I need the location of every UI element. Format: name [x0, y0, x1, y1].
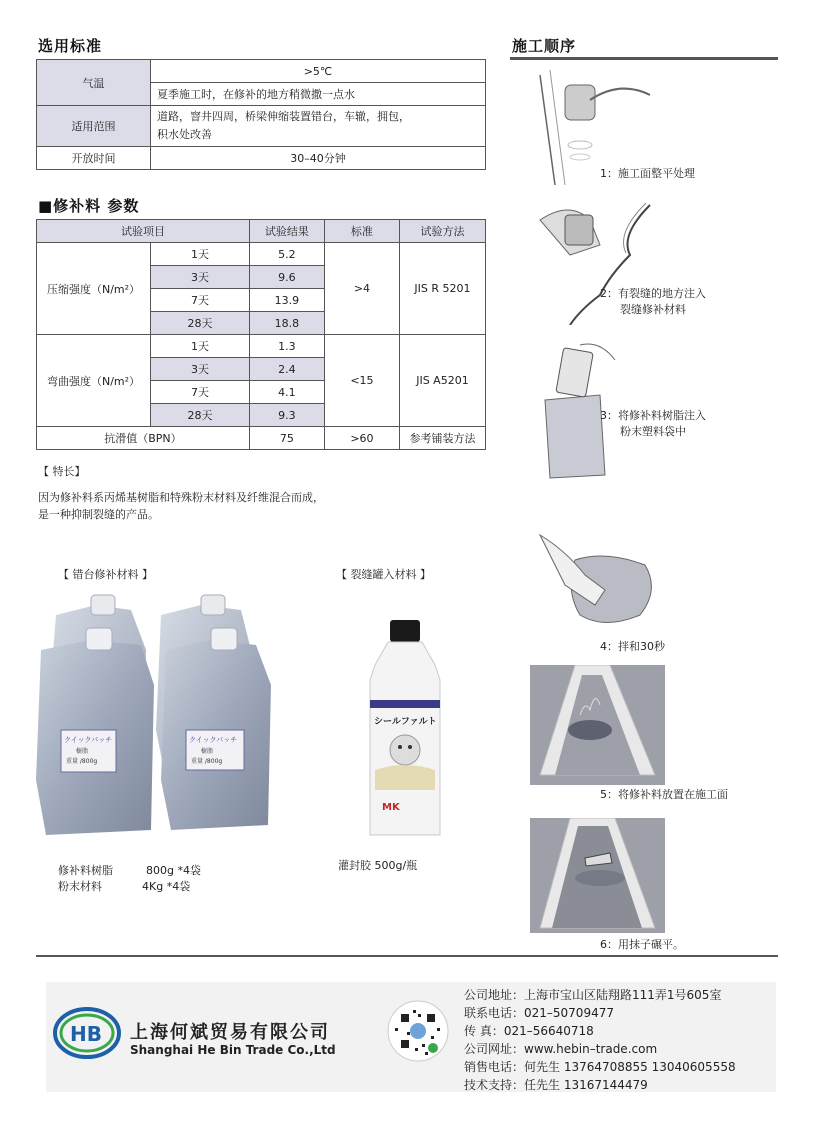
sales-phone-line: 销售电话：何先生 13764708855 13040605558: [464, 1060, 736, 1074]
resin-spec: 800g *4袋: [146, 864, 201, 877]
product-left-title: 【 错台修补材料 】: [58, 568, 153, 581]
company-logo: [52, 1005, 122, 1060]
bending-day: 3天: [151, 358, 250, 381]
row-label-temperature: 气温: [37, 60, 151, 106]
compressive-day: 28天: [151, 312, 250, 335]
steps-title-rule: [510, 57, 778, 60]
step-1-label: [600, 166, 695, 182]
features-line-1: 因为修补料系丙烯基树脂和特殊粉末材料及纤维混合而成，: [38, 491, 324, 504]
skid-value: 75: [249, 427, 324, 450]
header-method: 试验方法: [399, 220, 485, 243]
step-number: 5：: [600, 788, 618, 801]
compressive-day: 7天: [151, 289, 250, 312]
bottle-label: シールファルト: [374, 717, 437, 727]
footer-rule: [36, 955, 778, 957]
skid-method: 参考铺装方法: [399, 427, 485, 450]
header-standard: 标准: [324, 220, 399, 243]
bending-standard: <15: [324, 335, 399, 427]
step-6-sketch: [530, 818, 665, 933]
bending-day: 7天: [151, 381, 250, 404]
bag-label-line-1: クイックパッチ: [64, 736, 113, 744]
step-number: 4：: [600, 640, 618, 653]
skid-label: 抗滑值（BPN）: [37, 427, 250, 450]
scope-line-2: 积水处改善: [157, 128, 212, 141]
bending-method: JIS A5201: [399, 335, 485, 427]
compressive-value: 18.8: [249, 312, 324, 335]
temperature-note: 夏季施工时，在修补的地方稍微撒一点水: [151, 83, 486, 106]
step-3-label-2: 粉末塑料袋中: [620, 425, 686, 438]
step-text: 施工面整平处理: [618, 167, 695, 180]
params-title: ■修补料 参数: [38, 197, 140, 215]
row-label-open-time: 开放时间: [37, 147, 151, 170]
compressive-day: 3天: [151, 266, 250, 289]
step-2-label-2: 裂缝修补材料: [620, 303, 686, 316]
bending-value: 4.1: [249, 381, 324, 404]
tech-support-line: 技术支持：任先生 13167144479: [464, 1078, 648, 1092]
resin-name: 修补料树脂: [58, 864, 113, 877]
compressive-method: JIS R 5201: [399, 243, 485, 335]
compressive-day: 1天: [151, 243, 250, 266]
step-number: 6：: [600, 938, 618, 951]
step-text: 用抹子碾平。: [618, 938, 684, 951]
bending-value: 9.3: [249, 404, 324, 427]
compressive-standard: >4: [324, 243, 399, 335]
bag-label-line-3: 重量 /800g: [191, 758, 223, 765]
bending-day: 1天: [151, 335, 250, 358]
bag-label-line-2: 樹脂: [76, 748, 89, 755]
step-text: 有裂缝的地方注入: [618, 287, 706, 300]
website-link[interactable]: 公司网址：www.hebin–trade.com: [464, 1042, 658, 1056]
powder-name: 粉末材料: [58, 880, 102, 893]
bending-label: 弯曲强度（N/m²）: [37, 335, 151, 427]
product-right-title: 【 裂缝罐入材料 】: [336, 568, 431, 581]
params-table: [36, 219, 486, 450]
features-line-2: 是一种抑制裂缝的产品。: [38, 508, 159, 521]
compressive-value: 13.9: [249, 289, 324, 312]
step-text: 将修补料放置在施工面: [618, 788, 728, 801]
sealant-spec: 灌封胶 500g/瓶: [338, 859, 418, 872]
fax-line: 传 真：021–56640718: [464, 1024, 594, 1038]
contact-block: [464, 986, 736, 1094]
features-title: 【 特长】: [38, 465, 86, 478]
selection-table: [36, 59, 486, 170]
bag-label-line-2: 樹脂: [201, 748, 214, 755]
bag-label-line-3: 重量 /800g: [66, 758, 98, 765]
bottle-brand: MK: [382, 802, 400, 813]
row-label-scope: 适用范围: [37, 106, 151, 147]
step-3-label: [600, 408, 706, 424]
step-number: 1：: [600, 167, 618, 180]
powder-spec: 4Kg *4袋: [142, 880, 191, 893]
steps-title: 施工顺序: [512, 37, 577, 55]
step-6-label: [600, 937, 684, 953]
bending-day: 28天: [151, 404, 250, 427]
company-name-cn: 上海何斌贸易有限公司: [130, 1022, 330, 1043]
bending-value: 1.3: [249, 335, 324, 358]
address-line: 公司地址：上海市宝山区陆翔路111弄1号605室: [464, 988, 722, 1002]
temperature-value: >5℃: [151, 60, 486, 83]
sealant-bottle-image: [360, 620, 450, 845]
header-result: 试验结果: [249, 220, 324, 243]
step-5-sketch: [530, 665, 665, 785]
qr-code[interactable]: [387, 1000, 449, 1062]
compressive-label: 压缩强度（N/m²）: [37, 243, 151, 335]
scope-value: [151, 106, 486, 147]
selection-title: 选用标准: [38, 37, 103, 55]
compressive-value: 5.2: [249, 243, 324, 266]
bag-label-line-1: クイックパッチ: [189, 736, 238, 744]
patch-bags-image: [36, 590, 286, 840]
scope-line-1: 道路，窨井四周，桥梁伸缩装置错台，车辙，拥包，: [157, 110, 410, 123]
step-text: 将修补料树脂注入: [618, 409, 706, 422]
step-4-label: [600, 639, 665, 655]
phone-line: 联系电话：021–50709477: [464, 1006, 614, 1020]
step-number: 3：: [600, 409, 618, 422]
step-5-label: [600, 787, 728, 803]
skid-standard: >60: [324, 427, 399, 450]
step-2-label: [600, 286, 706, 302]
step-text: 拌和30秒: [618, 640, 665, 653]
step-4-sketch: [535, 530, 665, 630]
bending-value: 2.4: [249, 358, 324, 381]
open-time-value: 30–40分钟: [151, 147, 486, 170]
header-test-item: 试验项目: [37, 220, 250, 243]
company-name-en: Shanghai He Bin Trade Co.,Ltd: [130, 1043, 336, 1057]
compressive-value: 9.6: [249, 266, 324, 289]
step-number: 2：: [600, 287, 618, 300]
logo-letters: HB: [70, 1022, 102, 1046]
